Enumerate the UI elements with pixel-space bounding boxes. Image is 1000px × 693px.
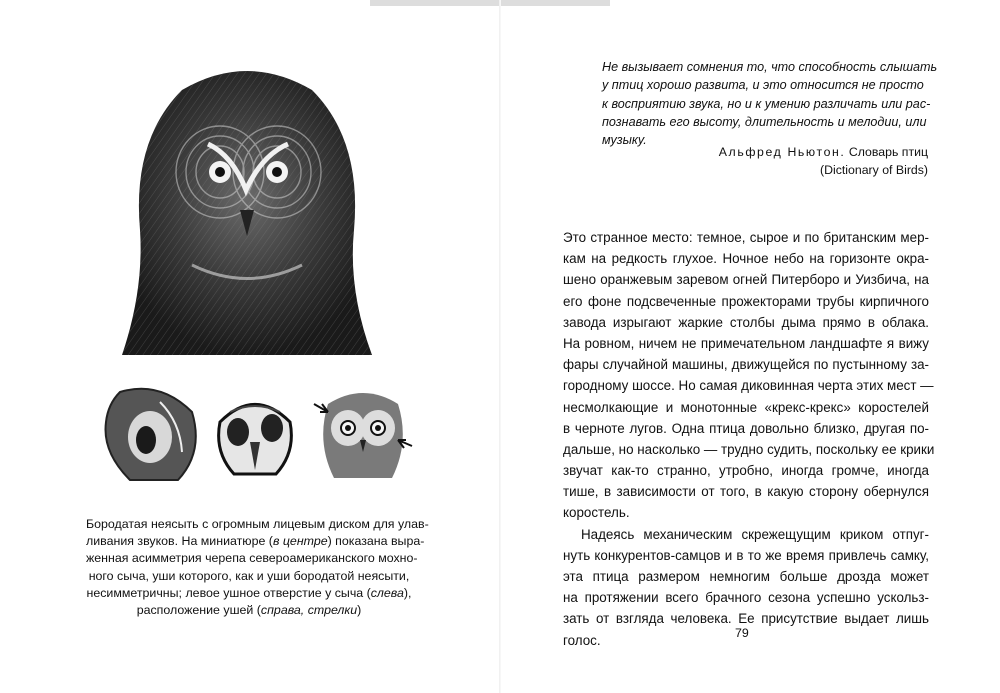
caption-line: женная асимметрия черепа североамериканского мохно- (86, 551, 418, 566)
epigraph-source: Словарь птиц (848, 145, 928, 159)
text-line: На ровном, ничем не примечательном ландшафте я вижу (563, 335, 929, 351)
text-line: городному шоссе. Но самая диковинная черта этих мест — (563, 378, 934, 394)
epigraph-line: к восприятию звука, но и к умению различать или рас- (602, 96, 931, 111)
owl-ear-illustration (100, 382, 200, 482)
epigraph-author: Альфред Ньютон. (718, 145, 846, 159)
text-line: несмолкающие и монотонные «крекс-крекс» коростелей (563, 399, 929, 415)
page-number: 79 (735, 626, 749, 640)
text-line: нуть конкурентов-самцов и в то же время привлечь самку, (563, 547, 929, 563)
caption-italic: справа, стрелки (260, 603, 358, 618)
caption-text: расположение ушей ( (136, 603, 261, 618)
caption-text: ливания звуков. На миниатюре ( (86, 534, 273, 549)
caption-italic: слева (370, 585, 404, 600)
text-line: фары случайной машины, движущейся по пустынному за- (563, 357, 929, 373)
text-line: завода изрыгают жаркие столбы дыма прямо в облака. (563, 314, 929, 330)
text-line: коростель. (563, 505, 630, 521)
text-line: зать от взгляда человека. Ее присутствие выдает лишь (563, 611, 929, 627)
epigraph-quote (602, 58, 938, 149)
caption-italic: в центре (272, 534, 328, 549)
caption-line: Бородатая неясыть с огромным лицевым диском для улав- (86, 517, 429, 531)
caption-line (86, 533, 425, 550)
caption-text: ) (357, 603, 362, 618)
epigraph-source-original: (Dictionary of Birds) (820, 162, 928, 177)
figure-caption (86, 516, 429, 619)
text-line: на протяжении всего брачного сезона успешно ускольз- (563, 590, 929, 606)
text-line: его фоне подсвеченные прожекторами трубы кирпичного (563, 293, 929, 309)
epigraph-line: у птиц хорошо развита, и это относится не просто (602, 78, 924, 93)
epigraph-line: музыку. (602, 133, 647, 148)
text-line: дальше, но насколько — трудно судить, поскольку ее крики (563, 441, 935, 457)
text-line: кам на редкость глухое. Ночное небо на горизонте окра- (563, 251, 929, 267)
caption-text: несимметричны; левое ушное отверстие у сыча ( (86, 585, 371, 600)
attribution-line (640, 144, 928, 162)
text-line: в черноте лугов. Одна птица довольно близко, другая по- (563, 420, 929, 436)
text-line: эта птица размером немногим больше дрозда может (563, 569, 929, 584)
epigraph-line: Не вызывает сомнения то, что способность слышать (602, 60, 938, 74)
text-line: шено оранжевым заревом огней Питерборо и Уизбича, на (563, 272, 929, 288)
text-line: Это странное место: темное, сырое и по британским мер- (563, 230, 929, 245)
page-gutter (499, 0, 501, 693)
epigraph-attribution (640, 144, 928, 179)
epigraph-line: познавать его высоту, длительность и мелодии, или (602, 114, 927, 129)
main-text (563, 227, 935, 651)
text-line: голос. (563, 632, 601, 648)
text-line: звучат как-то странно, утробно, иногда громче, иногда (563, 463, 929, 479)
saw-whet-owl-illustration (312, 382, 414, 482)
text-line: тише, в зависимости от того, в какую сторону обернулся (563, 484, 929, 500)
caption-line: ного сыча, уши которого, как и уши бородатой неясыти, (88, 568, 410, 583)
great-grey-owl-illustration (122, 60, 372, 355)
caption-text: ) показана выра- (327, 534, 425, 549)
top-scan-strip (370, 0, 610, 6)
owl-skull-illustration (210, 382, 300, 482)
caption-text: ), (403, 585, 412, 600)
caption-line (86, 585, 412, 602)
text-line: Надеясь механическим скрежещущим криком отпуг- (581, 526, 929, 542)
caption-line (86, 602, 412, 619)
